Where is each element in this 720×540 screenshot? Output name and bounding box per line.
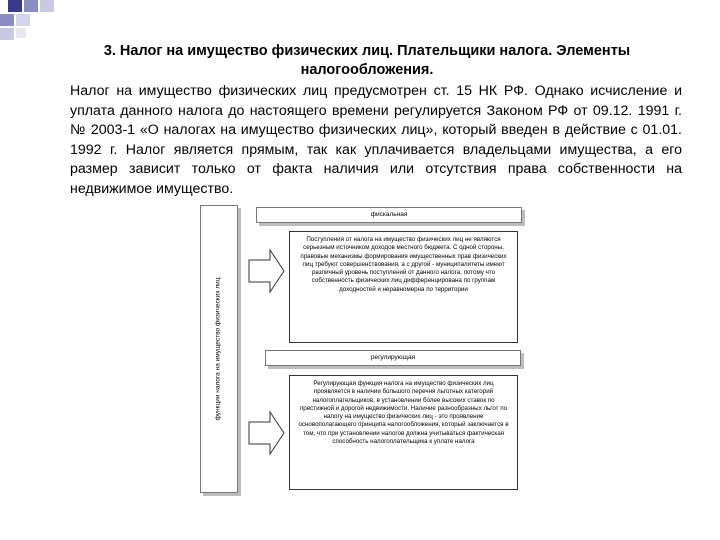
fiscal-function-bar: [256, 207, 522, 223]
fiscal-function-label: фискальная: [370, 211, 408, 218]
regulating-function-bar: [265, 350, 521, 366]
corner-square-4: [0, 14, 14, 26]
fiscal-description-box: [289, 231, 518, 343]
fiscal-description-text: Поступления от налога на имущество физических лиц не являются серьезным источником доходов местного бюджета. С одной стороны, правовые механизмы формирования имущественных прав физических лиц требуют совершенствования, а с другой - муниципалитеты имеют различный уровень поступлений от данного налога, потому что собственность физических лиц дифференцирована по группам доходностей и неравномерна по территории: [300, 236, 507, 293]
corner-square-5: [16, 14, 30, 26]
corner-square-6: [0, 28, 14, 40]
corner-square-2: [24, 0, 38, 12]
slide-title: 3. Налог на имущество физических лиц. Плательщики налога. Элементы налогообложения.: [103, 43, 631, 78]
regulating-function-label: регулирующая: [370, 354, 416, 361]
regulating-arrow-icon: [248, 410, 286, 456]
regulating-description-text: Регулирующая функция налога на имущество физических лиц проявляется в наличии большого перечня льготных категорий налогоплательщиков, в установлении более высоких ставок по престижной и дорогой недвижимости. Наличие разнообразных льгот по налогу на имущество физических лиц - это проявление основополагающего принципа налогообложения, который заключается в том, что при установлении налогов должна учитываться фактическая способность налогоплательщика к уплате налога: [298, 380, 509, 446]
regulating-description-box: [289, 375, 518, 490]
intro-paragraph: Налог на имущество физических лиц предусмотрен ст. 15 НК РФ. Однако исчисление и уплата данного налога до настоящего времени регулируется Законом РФ от 09.12. 1991 г. № 2003-1 «О налогах на имущество физических лиц», который введен в действие с 01.01. 1992 г. Налог является прямым, так как уплачивается владельцами имущества, а его размер зависит только от факта наличия или отсутствия права собственности на недвижимое имущество.: [70, 83, 682, 197]
fiscal-arrow-icon: [248, 248, 286, 294]
corner-square-7: [16, 28, 26, 38]
corner-square-1: [8, 0, 22, 12]
corner-square-3: [40, 0, 54, 12]
functions-vertical-label: функции налога на имущество физических лиц: [214, 277, 222, 421]
